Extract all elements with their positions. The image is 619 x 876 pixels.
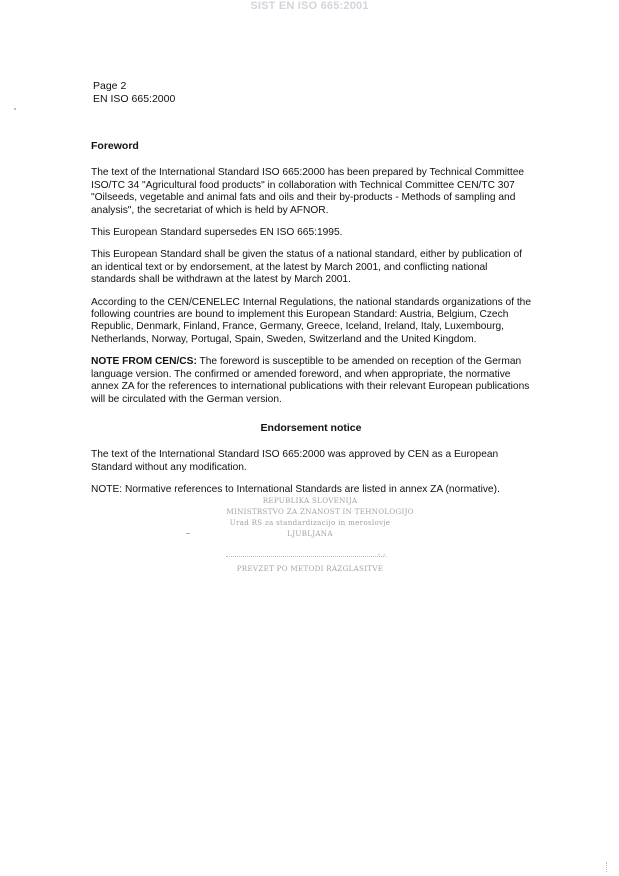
scan-corner-mark <box>606 862 611 872</box>
endorsement-title: Endorsement notice <box>260 421 362 434</box>
note-label: NOTE FROM CEN/CS: <box>91 356 197 368</box>
stamp-line-2: MINISTRSTVO ZA ZNANOST IN TEHNOLOGIJO <box>226 507 414 516</box>
stamp-line-1: REPUBLIKA SLOVENIJA <box>262 496 358 505</box>
scan-speck <box>14 108 16 110</box>
stamp-line-5: PREVZET PO METODI RAZGLASITVE <box>236 564 384 573</box>
document-watermark-header: SIST EN ISO 665:2001 <box>250 0 369 12</box>
endorsement-paragraph: The text of the International Standard ISO 665:2000 was approved by CEN as a European Standard without any modification. <box>91 449 499 473</box>
stamp-line-3: Urad RS za standardizacijo in meroslovje <box>229 518 391 527</box>
stamp-line-6: -.- <box>377 550 386 559</box>
foreword-title: Foreword <box>91 140 139 152</box>
foreword-paragraph-3: This European Standard shall be given the status of a national standard, either by publication of an identical text or by endorsement, at the latest by March 2001, and conflicting national standards shall be withdrawn at the latest by March 2001. <box>91 249 522 286</box>
foreword-paragraph-1: The text of the International Standard ISO 665:2000 has been prepared by Technical Committee ISO/TC 34 "Agricultural food products" in collaboration with Technical Committee CEN/TC 307 "Oilseeds, vegetable and animal fats and oils and their by-products - Methods of sampling and analysis", the secretariat of which is held by AFNOR. <box>91 167 525 216</box>
document-body <box>91 140 531 507</box>
foreword-paragraph-4: According to the CEN/CENELEC Internal Regulations, the national standards organizations of the following countries are bound to implement this European Standard: Austria, Belgium, Czech Republic, Denmark, Finland, France, Germany, Greece, Iceland, Ireland, Italy, Luxembourg, Netherlands, Norway, Portugal, Spain, Sweden, Switzerland and the United Kingdom. <box>91 296 532 345</box>
page-number: Page 2 <box>93 80 127 92</box>
page-reference <box>93 80 175 106</box>
official-stamp <box>222 494 414 580</box>
foreword-paragraph-2: This European Standard supersedes EN ISO 665:1995. <box>91 227 343 239</box>
note-text: The foreword is susceptible to be amended on reception of the German language version. The confirmed or amended foreword, and when appropriate, the normative annex ZA for the references to international publications with their relevant European publications will be circulated with the German version. <box>91 356 530 405</box>
stamp-dotted-line <box>226 556 386 557</box>
note-from-cen <box>91 356 531 406</box>
standard-number: EN ISO 665:2000 <box>93 93 176 105</box>
stamp-line-4: LJUBLJANA <box>287 529 333 538</box>
scan-speck <box>186 533 190 534</box>
endorsement-note: NOTE: Normative references to International Standards are listed in annex ZA (normative). <box>91 484 500 496</box>
